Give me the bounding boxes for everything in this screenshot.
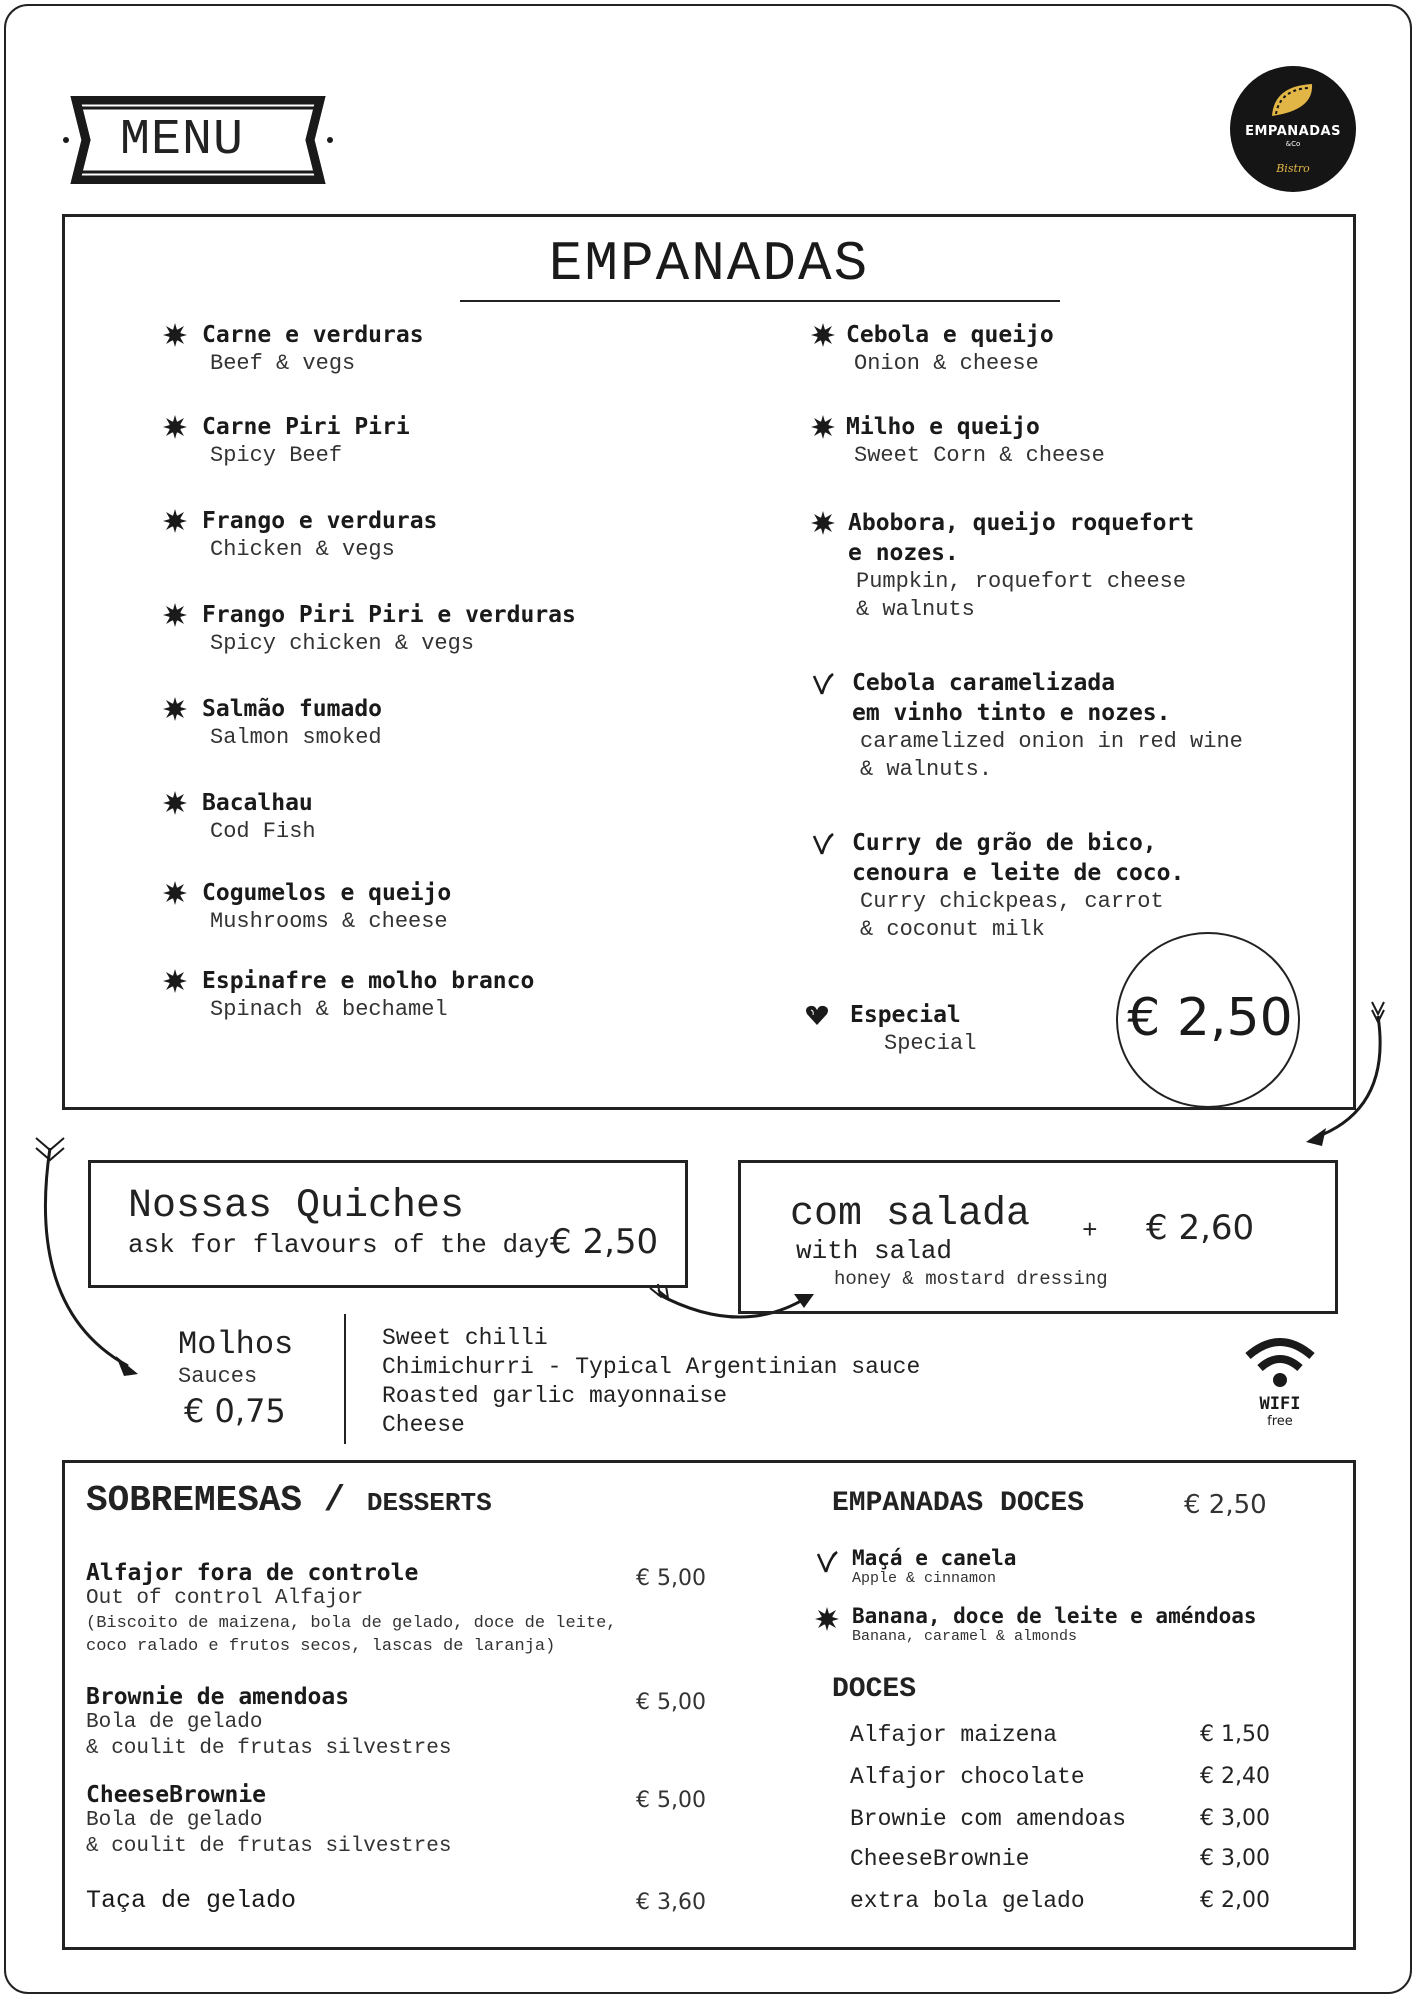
- list-item: [850, 1806, 1270, 1832]
- wifi-badge: [1240, 1334, 1320, 1429]
- item-translation: Chicken & vegs: [210, 537, 395, 562]
- item-translation: Curry chickpeas, carrot: [860, 889, 1164, 914]
- empanadas-price-badge: [1116, 932, 1300, 1108]
- salad-plus: +: [1082, 1216, 1098, 1246]
- list-item: [850, 1722, 1270, 1748]
- wifi-label: WIFI: [1259, 1394, 1301, 1414]
- item-name: Carne e verduras: [202, 322, 424, 348]
- item-name-line2: cenoura e leite de coco.: [852, 860, 1185, 886]
- list-item: Sweet chilli: [382, 1325, 548, 1351]
- list-item: Roasted garlic mayonnaise: [382, 1383, 728, 1409]
- item-name: Cogumelos e queijo: [202, 880, 452, 906]
- quiches-price: € 2,50: [550, 1222, 659, 1262]
- item-translation: Sweet Corn & cheese: [854, 443, 1105, 468]
- desserts-title-pt: SOBREMESAS: [86, 1480, 303, 1521]
- item-translation: Special: [884, 1031, 977, 1056]
- item-translation-line2: & coconut milk: [860, 917, 1045, 942]
- bistro-logo: [1230, 66, 1356, 192]
- list-item: Cheese: [382, 1412, 465, 1438]
- dessert-price: € 5,00: [636, 1690, 706, 1715]
- logo-co: &Co: [1285, 140, 1301, 148]
- item-name: Especial: [850, 1002, 961, 1028]
- vegetarian-sprout-icon: [810, 670, 836, 696]
- doce-name: Brownie com amendoas: [850, 1806, 1127, 1832]
- sweet-empanada-sub: Banana, caramel & almonds: [852, 1628, 1078, 1645]
- star-burst-icon: [810, 322, 836, 348]
- dessert-price: € 3,60: [636, 1890, 706, 1915]
- list-item: [162, 506, 437, 564]
- item-translation: Pumpkin, roquefort cheese: [856, 569, 1187, 594]
- dessert-price: € 5,00: [636, 1788, 706, 1813]
- item-translation: Spinach & bechamel: [210, 997, 448, 1022]
- item-name: Espinafre e molho branco: [202, 968, 535, 994]
- sweet-empanada-sub: Apple & cinnamon: [852, 1570, 997, 1587]
- list-item: [850, 1764, 1270, 1790]
- dessert-name: Alfajor fora de controle: [86, 1560, 419, 1586]
- doce-price: € 1,50: [1200, 1722, 1270, 1747]
- item-name: Curry de grão de bico,: [852, 830, 1157, 856]
- list-item: [162, 600, 576, 658]
- sauces-price: € 0,75: [184, 1392, 286, 1430]
- list-item: [804, 1000, 976, 1058]
- item-name: Salmão fumado: [202, 696, 383, 722]
- salad-title: com salada: [790, 1192, 1031, 1237]
- dessert-price: € 5,00: [636, 1566, 706, 1591]
- dessert-sub: Out of control Alfajor: [86, 1587, 364, 1610]
- item-name: Frango e verduras: [202, 508, 438, 534]
- star-burst-icon: [162, 790, 188, 816]
- salad-price: € 2,60: [1146, 1208, 1255, 1248]
- star-burst-icon: [162, 508, 188, 534]
- list-item: [86, 1886, 706, 1915]
- vegetarian-sprout-icon: [814, 1548, 840, 1574]
- doce-price: € 2,40: [1200, 1764, 1270, 1789]
- star-burst-icon: [162, 696, 188, 722]
- star-burst-icon: [162, 880, 188, 906]
- desserts-title: [86, 1480, 492, 1521]
- item-translation-line2: & walnuts.: [860, 757, 993, 782]
- item-translation: Spicy chicken & vegs: [210, 631, 475, 656]
- list-item: [162, 878, 451, 936]
- sweet-empanadas-title: EMPANADAS DOCES: [832, 1488, 1085, 1519]
- item-name: Abobora, queijo roquefort: [848, 510, 1195, 536]
- wifi-sub: free: [1267, 1414, 1293, 1429]
- list-item: [814, 1604, 1257, 1645]
- menu-title: MENU: [120, 112, 245, 169]
- dessert-sub: Bola de gelado: [86, 1711, 263, 1734]
- doce-name: extra bola gelado: [850, 1888, 1085, 1914]
- list-item: [86, 1560, 706, 1658]
- list-item: [810, 412, 1105, 470]
- sauces-divider: [344, 1314, 346, 1444]
- star-burst-icon: [810, 414, 836, 440]
- list-item: [162, 788, 316, 846]
- desserts-title-en: DESSERTS: [366, 1488, 492, 1518]
- list-item: [814, 1546, 1016, 1587]
- doce-name: Alfajor maizena: [850, 1722, 1058, 1748]
- doce-price: € 3,00: [1200, 1846, 1270, 1871]
- salad-dressing: honey & mostard dressing: [834, 1268, 1108, 1290]
- dessert-sub-line2: & coulit de frutas silvestres: [86, 1737, 452, 1760]
- item-translation: caramelized onion in red wine: [860, 729, 1243, 754]
- list-item: [162, 966, 534, 1024]
- doce-name: Alfajor chocolate: [850, 1764, 1085, 1790]
- item-name: Milho e queijo: [846, 414, 1040, 440]
- dessert-name: Brownie de amendoas: [86, 1684, 350, 1710]
- list-item: [162, 694, 382, 752]
- list-item: [810, 508, 1194, 624]
- list-item: [810, 828, 1184, 944]
- menu-banner: [62, 96, 334, 184]
- sauces-subtitle: Sauces: [178, 1364, 258, 1389]
- empanadas-title: EMPANADAS: [548, 232, 870, 296]
- star-burst-icon: [162, 602, 188, 628]
- sweet-empanada-name: Maçá e canela: [852, 1546, 1017, 1570]
- wifi-icon: [1240, 1334, 1320, 1390]
- item-name-line2: em vinho tinto e nozes.: [852, 700, 1171, 726]
- item-translation: Spicy Beef: [210, 443, 343, 468]
- item-name: Bacalhau: [202, 790, 313, 816]
- heart-icon: [804, 1002, 830, 1028]
- empanada-icon: [1268, 80, 1318, 120]
- desserts-title-slash: /: [323, 1480, 346, 1521]
- item-translation: Cod Fish: [210, 819, 316, 844]
- dessert-note-line2: coco ralado e frutos secos, lascas de laranja): [86, 1637, 556, 1656]
- salad-subtitle: with salad: [796, 1236, 953, 1266]
- list-item: [162, 412, 410, 470]
- star-burst-icon: [162, 414, 188, 440]
- doce-name: CheeseBrownie: [850, 1846, 1030, 1872]
- dessert-sub-line2: & coulit de frutas silvestres: [86, 1835, 452, 1858]
- doces-title: DOCES: [832, 1674, 917, 1705]
- list-item: [850, 1846, 1270, 1872]
- empanadas-title-rule: [460, 300, 1060, 302]
- list-item: [86, 1684, 706, 1762]
- item-name: Cebola e queijo: [846, 322, 1054, 348]
- item-translation: Beef & vegs: [210, 351, 356, 376]
- dessert-name: Taça de gelado: [86, 1886, 297, 1915]
- item-translation: Salmon smoked: [210, 725, 382, 750]
- item-name: Carne Piri Piri: [202, 414, 410, 440]
- list-item: Chimichurri - Typical Argentinian sauce: [382, 1354, 921, 1380]
- item-translation: Mushrooms & cheese: [210, 909, 448, 934]
- item-translation: Onion & cheese: [854, 351, 1039, 376]
- list-item: [86, 1782, 706, 1860]
- quiches-title: Nossas Quiches: [128, 1184, 465, 1229]
- dessert-sub: Bola de gelado: [86, 1809, 263, 1832]
- sweet-empanada-name: Banana, doce de leite e améndoas: [852, 1604, 1257, 1628]
- doce-price: € 3,00: [1200, 1806, 1270, 1831]
- list-item: [810, 320, 1054, 378]
- star-burst-icon: [162, 322, 188, 348]
- vegetarian-sprout-icon: [810, 830, 836, 856]
- star-burst-icon: [162, 968, 188, 994]
- logo-bistro: Bistro: [1276, 162, 1310, 175]
- quiches-subtitle: ask for flavours of the day: [128, 1230, 550, 1260]
- item-name: Frango Piri Piri e verduras: [202, 602, 576, 628]
- doce-price: € 2,00: [1200, 1888, 1270, 1913]
- list-item: [810, 668, 1243, 784]
- dessert-name: CheeseBrownie: [86, 1782, 267, 1808]
- logo-name: EMPANADAS: [1245, 124, 1341, 139]
- sauces-list: [382, 1324, 920, 1440]
- list-item: [162, 320, 424, 378]
- dessert-note: (Biscoito de maizena, bola de gelado, doce de leite,: [86, 1614, 617, 1633]
- star-burst-icon: [814, 1606, 840, 1632]
- item-translation-line2: & walnuts: [856, 597, 975, 622]
- item-name-line2: e nozes.: [848, 540, 959, 566]
- list-item: [850, 1888, 1270, 1914]
- star-burst-icon: [810, 510, 836, 536]
- sweet-empanadas-price: € 2,50: [1184, 1490, 1267, 1520]
- sauces-title: Molhos: [178, 1326, 294, 1363]
- item-name: Cebola caramelizada: [852, 670, 1116, 696]
- empanadas-price: € 2,50: [1127, 988, 1293, 1048]
